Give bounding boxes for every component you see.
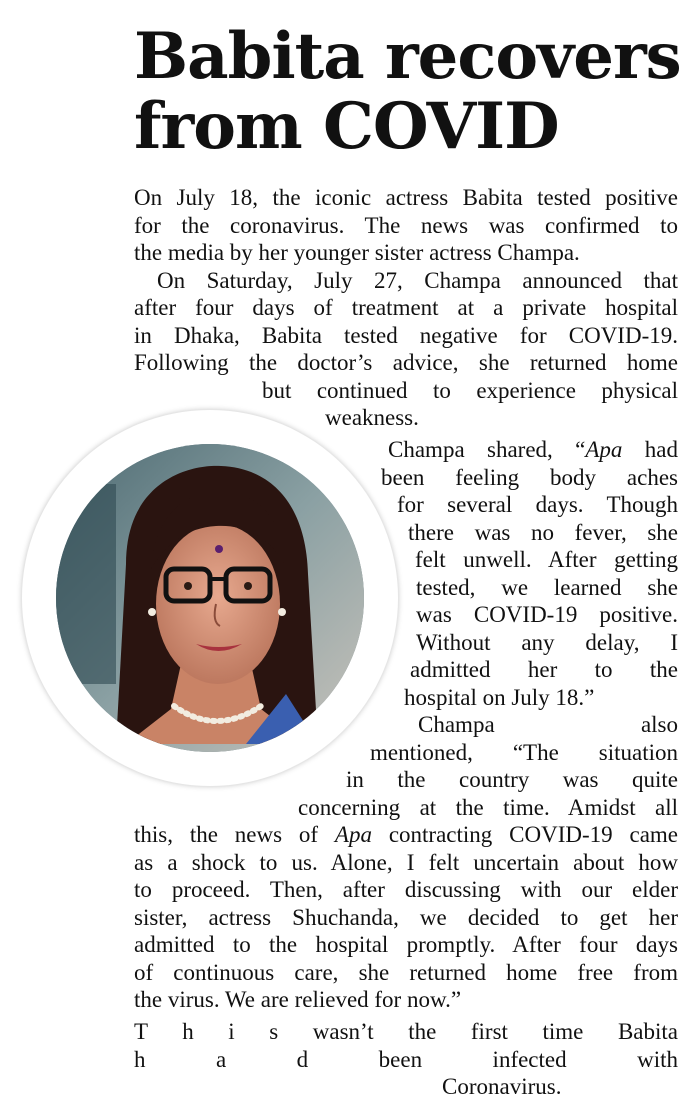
- body-line: to proceed. Then, after discussing with our elder: [134, 877, 678, 902]
- body-line: the virus. We are relieved for now.”: [134, 987, 462, 1012]
- headline-line-1: Babita recovers: [134, 19, 681, 94]
- body-line: was COVID-19 positive.: [416, 602, 678, 627]
- body-line: concerning at the time. Amidst all: [298, 794, 678, 820]
- portrait-illustration: [56, 444, 364, 752]
- body-line: On Saturday, July 27, Champa announced that: [157, 267, 678, 293]
- body-line: Coronavirus.: [442, 1074, 562, 1099]
- italic-apa: Apa: [334, 822, 372, 847]
- headline: [134, 19, 684, 164]
- body-line: T h i s wasn’t the first time Babita: [134, 1019, 678, 1044]
- body-line: h a d been infected with: [134, 1046, 678, 1072]
- body-line: sister, actress Shuchanda, we decided to get her: [134, 904, 678, 930]
- body-line: of continuous care, she returned home free from: [134, 959, 678, 985]
- body-line: On July 18, the iconic actress Babita tested positive: [134, 185, 678, 210]
- body-line: felt unwell. After getting: [415, 547, 678, 572]
- headline-line-2: from COVID: [134, 89, 559, 164]
- body-line: there was no fever, she: [408, 519, 678, 545]
- body-line: Champa shared, “Apa had: [388, 437, 678, 462]
- body-line: mentioned, “The situation: [370, 739, 678, 765]
- body-line: weakness.: [325, 405, 419, 430]
- body-line: tested, we learned she: [416, 574, 678, 600]
- body-line: for several days. Though: [397, 492, 678, 517]
- body-line: this, the news of Apa contracting COVID-19 came: [134, 822, 678, 847]
- body-line: as a shock to us. Alone, I felt uncertain about how: [134, 849, 678, 875]
- body-line: admitted to the hospital promptly. After four days: [134, 932, 678, 957]
- body-line: Champa also: [418, 712, 678, 737]
- body-line: for the coronavirus. The news was confirmed to: [134, 212, 678, 238]
- body-line: been feeling body aches: [381, 464, 678, 490]
- body-line: hospital on July 18.”: [404, 684, 595, 710]
- body-line: Following the doctor’s advice, she returned home: [134, 350, 678, 375]
- body-line: admitted her to the: [410, 657, 678, 682]
- italic-apa: Apa: [585, 437, 623, 462]
- portrait-photo-frame: [22, 410, 398, 786]
- body-line: the media by her younger sister actress Champa.: [134, 240, 580, 265]
- body-line: in the country was quite: [346, 767, 678, 792]
- body-line: Without any delay, I: [416, 629, 678, 655]
- body-line: in Dhaka, Babita tested negative for COVID-19.: [134, 322, 678, 348]
- portrait-photo: [56, 444, 364, 752]
- body-line: after four days of treatment at a private hospital: [134, 295, 678, 320]
- body-line: but continued to experience physical: [262, 377, 678, 403]
